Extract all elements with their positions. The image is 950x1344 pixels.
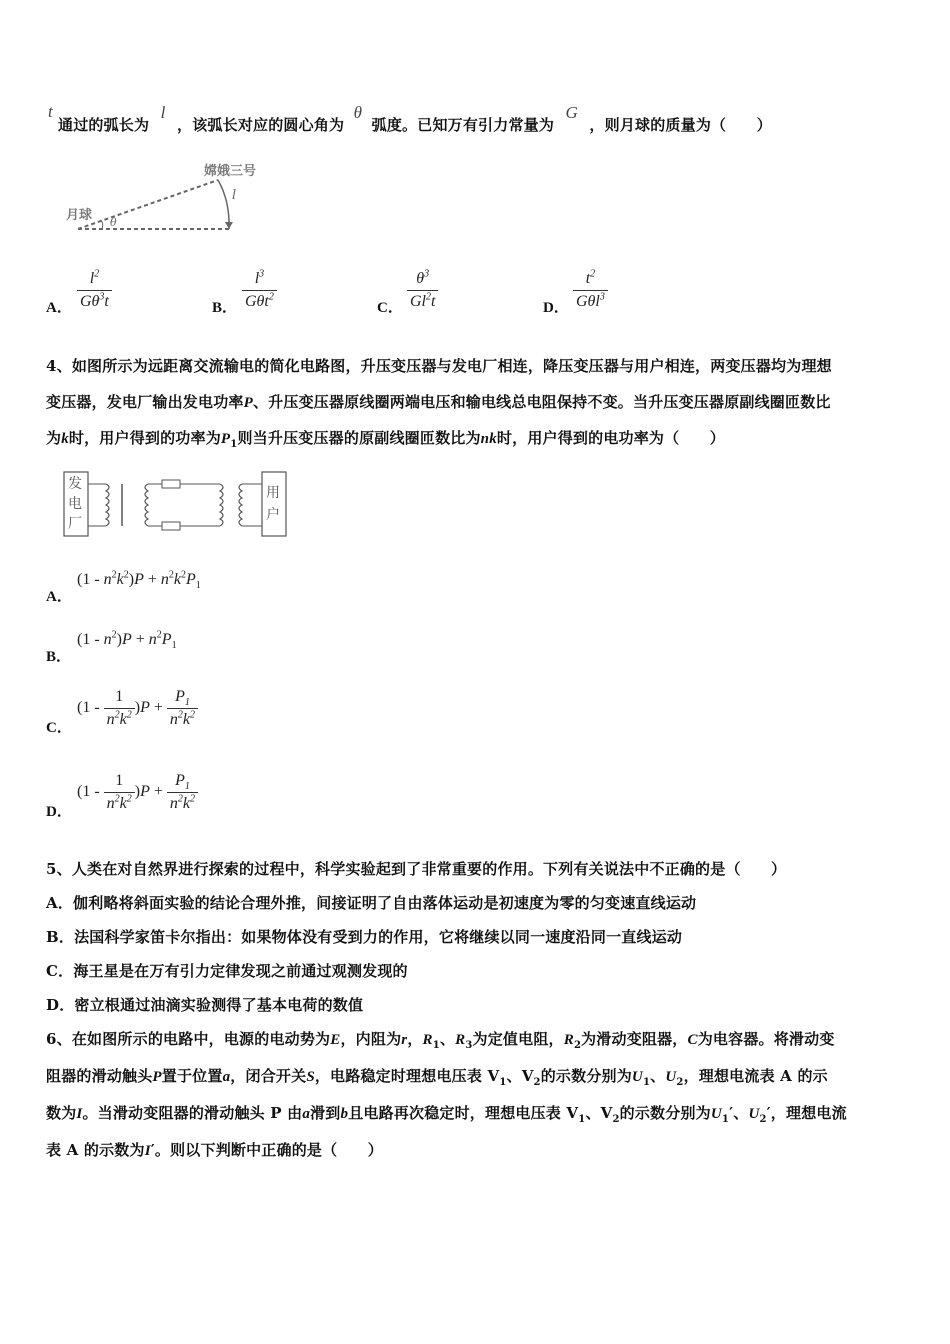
label-arc-l: l — [232, 188, 237, 203]
q6-stem-line-1: 6、在如图所示的电路中，电源的电动势为E，内阻为r，$R_1$、$R_3$为定值电阻，$R_2$为滑动变阻器，C为电容器。将滑动变 — [46, 1030, 835, 1051]
q3-option-d-label[interactable]: D． — [543, 300, 569, 316]
q3-text-1: 通过的弧长为 — [58, 116, 150, 134]
q4-option-d-formula[interactable]: (1 - $\frac{1}{n^2k^2}$ )P + $\frac{P_1}{n^2k^2}$ — [77, 772, 198, 813]
q3-option-b-formula[interactable]: $\frac{l^3}{G\theta t^2}$ — [242, 270, 277, 311]
q3-text-2: ，该弧长对应的圆心角为 — [177, 116, 345, 134]
q4-option-b-label[interactable]: B． — [46, 649, 72, 665]
q4-option-b-formula[interactable]: $(1 - n^2)P + n^2P_1$ — [77, 629, 177, 652]
q4-option-a-label[interactable]: A． — [46, 589, 72, 605]
label-moon: 月球 — [66, 208, 93, 223]
var-t: t — [48, 102, 53, 121]
q6-stem-line-2: 阻器的滑动触头P置于位置a，闭合开关S，电路稳定时理想电压表 $V_1$、$V_2$的示数分别为$U_1$、$U_2$，理想电流表 A 的示 — [46, 1067, 828, 1088]
q5-option-c[interactable]: C．海王星是在万有引力定律发现之前通过观测发现的 — [46, 962, 408, 980]
q6-stem-line-3: 数为I。当滑动变阻器的滑动触头 P 由a滑到b且电路再次稳定时，理想电压表 $V_1$、$V_2$的示数分别为$U_1'$、$U_2'$，理想电流 — [46, 1104, 847, 1125]
q6-stem-line-4: 表 A 的示数为I′。则以下判断中正确的是（ ） — [46, 1141, 383, 1159]
q3-orbit-figure — [58, 156, 278, 240]
var-theta: θ — [353, 103, 363, 122]
q4-stem-line-1: 4、如图所示为远距离交流输电的简化电路图，升压变压器与发电厂相连，降压变压器与用户相连，两变压器均为理想 — [46, 357, 832, 375]
q4-circuit-figure — [62, 470, 292, 540]
q4-option-c-formula[interactable]: (1 - $\frac{1}{n^2k^2}$ )P + $\frac{P_1}{n^2k^2}$ — [77, 688, 198, 729]
transmission-circuit — [62, 470, 292, 540]
label-change3: 嫦娥三号 — [204, 164, 257, 179]
q3-text-3: 弧度。已知万有引力常量为 — [371, 116, 555, 134]
q3-option-d-formula[interactable]: $\frac{t^2}{G\theta l^3}$ — [573, 270, 608, 311]
q5-option-b[interactable]: B．法国科学家笛卡尔指出：如果物体没有受到力的作用，它将继续以同一速度沿同一直线运动 — [46, 928, 683, 946]
q4-stem-line-2: 变压器，发电厂输出发电功率P、升压变压器原线圈两端电压和输电线总电阻保持不变。当升压变压器原副线圈匝数比 — [46, 393, 831, 411]
q5-stem: 5、人类在对自然界进行探索的过程中，科学实验起到了非常重要的作用。下列有关说法中不正确的是（ ） — [46, 860, 787, 878]
var-G: G — [565, 103, 578, 122]
q3-stem-line — [46, 102, 772, 135]
q5-option-d[interactable]: D．密立根通过油滴实验测得了基本电荷的数值 — [46, 996, 364, 1014]
q3-option-c-formula[interactable]: $\frac{\theta^3}{Gl^2t}$ — [407, 270, 438, 311]
q3-option-c-label[interactable]: C． — [377, 300, 403, 316]
q4-stem-line-3: 为k时，用户得到的功率为$P_1$则当升压变压器的原副线圈匝数比为nk时，用户得到的电功率为（ ） — [46, 429, 725, 450]
q3-option-b-label[interactable]: B． — [212, 300, 238, 316]
q3-option-a-label[interactable]: A． — [46, 300, 72, 316]
q4-option-c-label[interactable]: C． — [46, 720, 72, 736]
user-label: 用 户 — [266, 485, 280, 523]
q4-option-d-label[interactable]: D． — [46, 804, 72, 820]
q3-text-4: ，则月球的质量为（ ） — [589, 116, 772, 134]
q5-option-a[interactable]: A．伽利略将斜面实验的结论合理外推，间接证明了自由落体运动是初速度为零的匀变速直线运动 — [46, 894, 697, 912]
q3-option-a-formula[interactable]: $\frac{l^2}{G\theta^3t}$ — [77, 270, 112, 311]
label-angle-theta: θ — [110, 216, 117, 229]
power-plant-label: 发 电 厂 — [68, 476, 82, 532]
q4-option-a-formula[interactable]: $(1 - n^2k^2)P + n^2k^2P_1$ — [77, 569, 201, 592]
var-l: l — [160, 103, 166, 122]
